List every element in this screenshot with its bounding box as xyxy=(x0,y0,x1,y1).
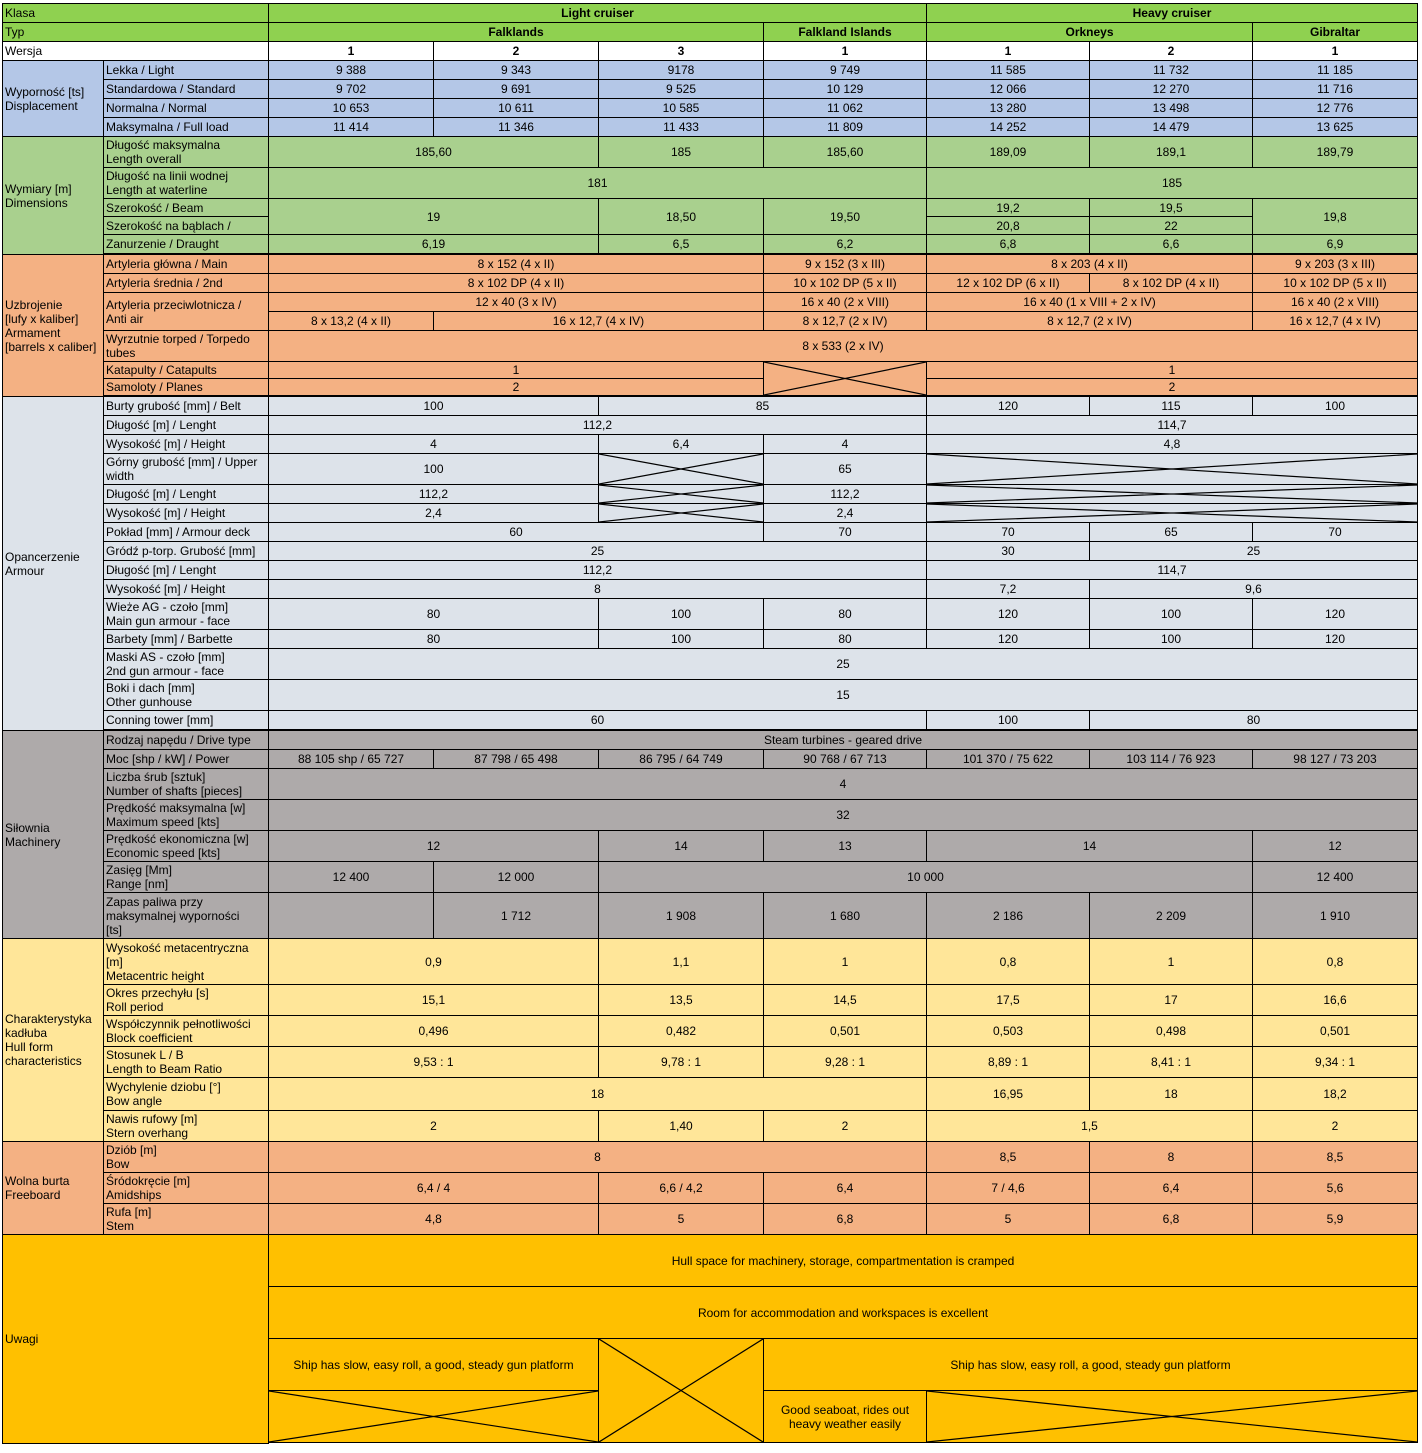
value-cell: 25 xyxy=(269,542,927,561)
value-cell: 0,9 xyxy=(269,939,599,985)
value-cell: 10 x 102 DP (5 x II) xyxy=(1253,274,1418,293)
value-cell: 16 x 40 (1 x VIII + 2 x IV) xyxy=(927,293,1253,312)
row-label: Nawis rufowy [m] Stern overhang xyxy=(104,1111,269,1142)
value-cell: 1 xyxy=(764,939,927,985)
note-accommodation: Room for accommodation and workspaces is excellent xyxy=(269,1287,1418,1339)
value-cell: 1 xyxy=(927,362,1418,379)
value-cell: 185,60 xyxy=(269,137,599,168)
row-label: Maski AS - czoło [mm] 2nd gun armour - face xyxy=(104,649,269,680)
value-cell: 65 xyxy=(764,454,927,485)
value-cell: 112,2 xyxy=(269,416,927,435)
row-label: Długość na linii wodnej Length at waterline xyxy=(104,168,269,199)
section-displacement: Wyporność [ts] Displacement xyxy=(3,61,104,137)
value-cell: 6,2 xyxy=(764,235,927,254)
heavy-cruiser-header: Heavy cruiser xyxy=(927,4,1418,23)
section-dimensions: Wymiary [m] Dimensions xyxy=(3,137,104,255)
value-cell: 4 xyxy=(764,435,927,454)
value-cell: Steam turbines - geared drive xyxy=(269,731,1418,750)
value-cell: 12 400 xyxy=(1253,862,1418,893)
value-cell: 8,89 : 1 xyxy=(927,1047,1090,1078)
value-cell: 14,5 xyxy=(764,985,927,1016)
value-cell: 2 xyxy=(1253,1111,1418,1142)
value-cell: 19 xyxy=(269,199,599,235)
version-cell: 1 xyxy=(1253,42,1418,61)
section-armament: Uzbrojenie [lufy x kaliber] Armament [barrels x caliber] xyxy=(3,255,104,397)
section-hull: Charakterystyka kadłuba Hull form characteristics xyxy=(3,939,104,1142)
value-cell: 189,1 xyxy=(1090,137,1253,168)
value-cell: 1,1 xyxy=(599,939,764,985)
value-cell: 9178 xyxy=(599,61,764,80)
value-cell: 60 xyxy=(269,711,927,730)
value-cell: 9,6 xyxy=(1090,580,1418,599)
value-cell: 100 xyxy=(1090,630,1253,649)
value-cell: 13 625 xyxy=(1253,118,1418,137)
value-cell: 100 xyxy=(927,711,1090,730)
row-label: Dziób [m] Bow xyxy=(104,1142,269,1173)
value-cell: 11 732 xyxy=(1090,61,1253,80)
version-cell: 1 xyxy=(927,42,1090,61)
value-cell: 86 795 / 64 749 xyxy=(599,750,764,769)
value-cell: 10 x 102 DP (5 x II) xyxy=(764,274,927,293)
value-cell: 7,2 xyxy=(927,580,1090,599)
value-cell: 112,2 xyxy=(764,485,927,504)
value-cell: 16 x 12,7 (4 x IV) xyxy=(1253,312,1418,331)
value-cell: 18,2 xyxy=(1253,1078,1418,1111)
value-cell: 8 xyxy=(269,1142,927,1173)
row-label: Gródź p-torp. Grubość [mm] xyxy=(104,542,269,561)
row-label: Zapas paliwa przy maksymalnej wyporności [ts] xyxy=(104,893,269,939)
value-cell: 8,41 : 1 xyxy=(1090,1047,1253,1078)
value-cell: 80 xyxy=(269,630,599,649)
value-cell: 8 x 203 (4 x II) xyxy=(927,255,1253,274)
value-cell: 14 xyxy=(927,831,1253,862)
value-cell: 9,53 : 1 xyxy=(269,1047,599,1078)
value-cell: 2 209 xyxy=(1090,893,1253,939)
row-label: Artyleria główna / Main xyxy=(104,255,269,274)
value-cell: 115 xyxy=(1090,397,1253,416)
value-cell: 8 xyxy=(1090,1142,1253,1173)
value-cell: 185 xyxy=(927,168,1418,199)
type-gibraltar: Gibraltar xyxy=(1253,23,1418,42)
value-cell: 1,5 xyxy=(927,1111,1253,1142)
value-cell: 16,6 xyxy=(1253,985,1418,1016)
value-cell: 10 585 xyxy=(599,99,764,118)
value-cell: 19,5 xyxy=(1090,199,1253,217)
value-cell: 6,8 xyxy=(927,235,1090,254)
value-cell: 8 x 533 (2 x IV) xyxy=(269,331,1418,362)
value-cell: 13 498 xyxy=(1090,99,1253,118)
value-cell: 6,6 / 4,2 xyxy=(599,1173,764,1204)
empty-cross-cell xyxy=(599,1339,764,1443)
value-cell: 19,8 xyxy=(1253,199,1418,235)
row-label: Długość maksymalna Length overall xyxy=(104,137,269,168)
row-label: Długość [m] / Lenght xyxy=(104,416,269,435)
value-cell: 70 xyxy=(927,523,1090,542)
value-cell: 6,4 xyxy=(1090,1173,1253,1204)
value-cell: 120 xyxy=(927,397,1090,416)
value-cell: 0,8 xyxy=(927,939,1090,985)
row-label: Lekka / Light xyxy=(104,61,269,80)
value-cell: 16 x 40 (2 x VIII) xyxy=(1253,293,1418,312)
value-cell: 6,4 xyxy=(764,1173,927,1204)
value-cell: 7 / 4,6 xyxy=(927,1173,1090,1204)
value-cell: 60 xyxy=(269,523,764,542)
value-cell: 12 x 102 DP (6 x II) xyxy=(927,274,1090,293)
value-cell: 9 749 xyxy=(764,61,927,80)
value-cell: 1 908 xyxy=(599,893,764,939)
version-cell: 3 xyxy=(599,42,764,61)
row-label: Rufa [m] Stem xyxy=(104,1204,269,1235)
row-label: Zasięg [Mm] Range [nm] xyxy=(104,862,269,893)
value-cell: 19,2 xyxy=(927,199,1090,217)
value-cell: 10 611 xyxy=(434,99,599,118)
type-orkneys: Orkneys xyxy=(927,23,1253,42)
note-seaboat: Good seaboat, rides out heavy weather easily xyxy=(764,1391,927,1443)
value-cell: 4,8 xyxy=(927,435,1418,454)
value-cell: 18,50 xyxy=(599,199,764,235)
value-cell: 12 xyxy=(1253,831,1418,862)
value-cell: 8,5 xyxy=(1253,1142,1418,1173)
value-cell: 88 105 shp / 65 727 xyxy=(269,750,434,769)
row-label: Boki i dach [mm] Other gunhouse xyxy=(104,680,269,711)
value-cell: 12 xyxy=(269,831,599,862)
empty-cross-cell xyxy=(599,454,764,485)
section-freeboard: Wolna burta Freeboard xyxy=(3,1142,104,1235)
value-cell: 8,5 xyxy=(927,1142,1090,1173)
value-cell: 112,2 xyxy=(269,561,927,580)
value-cell: 18 xyxy=(1090,1078,1253,1111)
value-cell: 15,1 xyxy=(269,985,599,1016)
row-label: Szerokość na bąblach / xyxy=(104,217,269,235)
value-cell: 9 x 152 (3 x III) xyxy=(764,255,927,274)
value-cell: 5 xyxy=(599,1204,764,1235)
value-cell: 6,4 xyxy=(599,435,764,454)
value-cell: 1 680 xyxy=(764,893,927,939)
value-cell: 8 x 102 DP (4 x II) xyxy=(269,274,764,293)
row-label: Moc [shp / kW] / Power xyxy=(104,750,269,769)
value-cell: 12 400 xyxy=(269,862,434,893)
value-cell: 87 798 / 65 498 xyxy=(434,750,599,769)
type-falklands: Falklands xyxy=(269,23,764,42)
value-cell: 6,6 xyxy=(1090,235,1253,254)
value-cell: 8 x 102 DP (4 x II) xyxy=(1090,274,1253,293)
value-cell: 11 414 xyxy=(269,118,434,137)
value-cell: 6,19 xyxy=(269,235,599,254)
value-cell: 4,8 xyxy=(269,1204,599,1235)
value-cell: 13,5 xyxy=(599,985,764,1016)
value-cell: 181 xyxy=(269,168,927,199)
version-cell: 1 xyxy=(269,42,434,61)
row-label: Wychylenie dziobu [°] Bow angle xyxy=(104,1078,269,1111)
value-cell: 14 479 xyxy=(1090,118,1253,137)
row-label: Maksymalna / Full load xyxy=(104,118,269,137)
note-cramped: Hull space for machinery, storage, compartmentation is cramped xyxy=(269,1235,1418,1287)
value-cell: 12 776 xyxy=(1253,99,1418,118)
value-cell: 8 x 12,7 (2 x IV) xyxy=(927,312,1253,331)
value-cell: 70 xyxy=(1253,523,1418,542)
value-cell: 9 343 xyxy=(434,61,599,80)
value-cell: 22 xyxy=(1090,217,1253,235)
empty-cross-cell xyxy=(927,485,1418,504)
empty-cross-cell xyxy=(927,504,1418,523)
value-cell: 10 129 xyxy=(764,80,927,99)
value-cell: 2 xyxy=(269,379,764,396)
value-cell: 1 xyxy=(1090,939,1253,985)
value-cell: 9 702 xyxy=(269,80,434,99)
value-cell: 100 xyxy=(1090,599,1253,630)
value-cell: 4 xyxy=(269,769,1418,800)
value-cell: 0,482 xyxy=(599,1016,764,1047)
value-cell: 0,501 xyxy=(1253,1016,1418,1047)
value-cell: 11 433 xyxy=(599,118,764,137)
value-cell: 6,4 / 4 xyxy=(269,1173,599,1204)
value-cell: 120 xyxy=(927,599,1090,630)
value-cell: 6,8 xyxy=(764,1204,927,1235)
row-label: Wieże AG - czoło [mm] Main gun armour - face xyxy=(104,599,269,630)
value-cell: 80 xyxy=(764,630,927,649)
row-label: Wysokość [m] / Height xyxy=(104,435,269,454)
row-label: Artyleria średnia / 2nd xyxy=(104,274,269,293)
value-cell: 9 x 203 (3 x III) xyxy=(1253,255,1418,274)
value-cell: 2 xyxy=(764,1111,927,1142)
value-cell: 9 525 xyxy=(599,80,764,99)
value-cell: 8 x 13,2 (4 x II) xyxy=(269,312,434,331)
row-label: Barbety [mm] / Barbette xyxy=(104,630,269,649)
value-cell: 189,79 xyxy=(1253,137,1418,168)
value-cell: 9,28 : 1 xyxy=(764,1047,927,1078)
section-armour: Opancerzenie Armour xyxy=(3,397,104,731)
value-cell: 65 xyxy=(1090,523,1253,542)
value-cell: 100 xyxy=(599,599,764,630)
empty-cross-cell xyxy=(764,362,927,396)
value-cell: 112,2 xyxy=(269,485,599,504)
value-cell: 0,496 xyxy=(269,1016,599,1047)
value-cell: 10 653 xyxy=(269,99,434,118)
row-label: Okres przechyłu [s] Roll period xyxy=(104,985,269,1016)
value-cell: 17 xyxy=(1090,985,1253,1016)
value-cell xyxy=(269,893,434,939)
value-cell: 120 xyxy=(1253,599,1418,630)
section-notes: Uwagi xyxy=(3,1235,269,1444)
value-cell: 0,501 xyxy=(764,1016,927,1047)
value-cell: 6,8 xyxy=(1090,1204,1253,1235)
value-cell: 70 xyxy=(764,523,927,542)
value-cell: 0,498 xyxy=(1090,1016,1253,1047)
empty-cross-cell xyxy=(269,1391,599,1443)
row-label: Śródokręcie [m] Amidships xyxy=(104,1173,269,1204)
value-cell: 100 xyxy=(269,397,599,416)
value-cell: 100 xyxy=(1253,397,1418,416)
value-cell: 80 xyxy=(269,599,599,630)
row-label: Wysokość [m] / Height xyxy=(104,580,269,599)
cruiser-spec-table xyxy=(2,3,1418,1444)
value-cell: 16 x 12,7 (4 x IV) xyxy=(434,312,764,331)
value-cell: 85 xyxy=(599,397,927,416)
row-label: Stosunek L / B Length to Beam Ratio xyxy=(104,1047,269,1078)
version-cell: 2 xyxy=(434,42,599,61)
value-cell: 12 066 xyxy=(927,80,1090,99)
value-cell: 2 xyxy=(269,1111,599,1142)
row-label: Katapulty / Catapults xyxy=(104,362,269,379)
row-label: Normalna / Normal xyxy=(104,99,269,118)
klasa-label: Klasa xyxy=(3,4,269,23)
value-cell: 30 xyxy=(927,542,1090,561)
value-cell: 1,40 xyxy=(599,1111,764,1142)
value-cell: 1 910 xyxy=(1253,893,1418,939)
value-cell: 8 xyxy=(269,580,927,599)
value-cell: 2,4 xyxy=(764,504,927,523)
value-cell: 25 xyxy=(269,649,1418,680)
value-cell: 2 186 xyxy=(927,893,1090,939)
row-label: Conning tower [mm] xyxy=(104,711,269,730)
empty-cross-cell xyxy=(599,485,764,504)
version-cell: 2 xyxy=(1090,42,1253,61)
value-cell: 20,8 xyxy=(927,217,1090,235)
value-cell: 1 712 xyxy=(434,893,599,939)
value-cell: 8 x 152 (4 x II) xyxy=(269,255,764,274)
empty-cross-cell xyxy=(599,504,764,523)
row-label: Górny grubość [mm] / Upper width xyxy=(104,454,269,485)
value-cell: 6,5 xyxy=(599,235,764,254)
value-cell: 11 716 xyxy=(1253,80,1418,99)
note-gun-platform-right: Ship has slow, easy roll, a good, steady gun platform xyxy=(764,1339,1418,1391)
row-label: Samoloty / Planes xyxy=(104,379,269,396)
row-label: Rodzaj napędu / Drive type xyxy=(104,731,269,750)
row-label: Długość [m] / Lenght xyxy=(104,561,269,580)
row-label: Prędkość maksymalna [w] Maximum speed [kts] xyxy=(104,800,269,831)
value-cell: 4 xyxy=(269,435,599,454)
value-cell: 101 370 / 75 622 xyxy=(927,750,1090,769)
value-cell: 103 114 / 76 923 xyxy=(1090,750,1253,769)
value-cell: 189,09 xyxy=(927,137,1090,168)
value-cell: 14 xyxy=(599,831,764,862)
value-cell: 25 xyxy=(1090,542,1418,561)
value-cell: 114,7 xyxy=(927,561,1418,580)
value-cell: 13 280 xyxy=(927,99,1090,118)
value-cell: 100 xyxy=(599,630,764,649)
value-cell: 98 127 / 73 203 xyxy=(1253,750,1418,769)
row-label: Prędkość ekonomiczna [w] Economic speed [kts] xyxy=(104,831,269,862)
row-label: Wyrzutnie torped / Torpedo tubes xyxy=(104,331,269,362)
section-machinery: Siłownia Machinery xyxy=(3,731,104,939)
value-cell: 11 585 xyxy=(927,61,1090,80)
value-cell: 0,503 xyxy=(927,1016,1090,1047)
note-gun-platform-left: Ship has slow, easy roll, a good, steady gun platform xyxy=(269,1339,599,1391)
value-cell: 100 xyxy=(269,454,599,485)
value-cell: 15 xyxy=(269,680,1418,711)
value-cell: 2 xyxy=(927,379,1418,396)
row-label: Burty grubość [mm] / Belt xyxy=(104,397,269,416)
light-cruiser-header: Light cruiser xyxy=(269,4,927,23)
empty-cross-cell xyxy=(927,454,1418,485)
value-cell: 114,7 xyxy=(927,416,1418,435)
value-cell: 5 xyxy=(927,1204,1090,1235)
empty-cross-cell xyxy=(927,1391,1418,1443)
value-cell: 5,6 xyxy=(1253,1173,1418,1204)
value-cell: 17,5 xyxy=(927,985,1090,1016)
typ-label: Typ xyxy=(3,23,269,42)
row-label: Wysokość metacentryczna [m] Metacentric height xyxy=(104,939,269,985)
row-label: Współczynnik pełnotliwości Block coefficient xyxy=(104,1016,269,1047)
value-cell: 185 xyxy=(599,137,764,168)
row-label: Wysokość [m] / Height xyxy=(104,504,269,523)
row-label: Zanurzenie / Draught xyxy=(104,235,269,254)
value-cell: 8 x 12,7 (2 x IV) xyxy=(764,312,927,331)
row-label: Standardowa / Standard xyxy=(104,80,269,99)
value-cell: 32 xyxy=(269,800,1418,831)
value-cell: 9,34 : 1 xyxy=(1253,1047,1418,1078)
value-cell: 11 346 xyxy=(434,118,599,137)
row-label: Długość [m] / Lenght xyxy=(104,485,269,504)
value-cell: 14 252 xyxy=(927,118,1090,137)
value-cell: 12 270 xyxy=(1090,80,1253,99)
row-label: Liczba śrub [sztuk] Number of shafts [pieces] xyxy=(104,769,269,800)
value-cell: 120 xyxy=(927,630,1090,649)
value-cell: 12 x 40 (3 x IV) xyxy=(269,293,764,312)
value-cell: 0,8 xyxy=(1253,939,1418,985)
value-cell: 9,78 : 1 xyxy=(599,1047,764,1078)
value-cell: 80 xyxy=(764,599,927,630)
wersja-label: Wersja xyxy=(3,42,269,61)
value-cell: 6,9 xyxy=(1253,235,1418,254)
value-cell: 80 xyxy=(1090,711,1418,730)
value-cell: 9 388 xyxy=(269,61,434,80)
value-cell: 90 768 / 67 713 xyxy=(764,750,927,769)
value-cell: 10 000 xyxy=(599,862,1253,893)
value-cell: 11 062 xyxy=(764,99,927,118)
value-cell: 16 x 40 (2 x VIII) xyxy=(764,293,927,312)
value-cell: 1 xyxy=(269,362,764,379)
version-cell: 1 xyxy=(764,42,927,61)
value-cell: 120 xyxy=(1253,630,1418,649)
value-cell: 19,50 xyxy=(764,199,927,235)
value-cell: 11 809 xyxy=(764,118,927,137)
value-cell: 185,60 xyxy=(764,137,927,168)
value-cell: 2,4 xyxy=(269,504,599,523)
value-cell: 13 xyxy=(764,831,927,862)
value-cell: 16,95 xyxy=(927,1078,1090,1111)
row-label: Szerokość / Beam xyxy=(104,199,269,217)
row-label: Pokład [mm] / Armour deck xyxy=(104,523,269,542)
value-cell: 12 000 xyxy=(434,862,599,893)
row-label: Artyleria przeciwlotnicza / Anti air xyxy=(104,293,269,331)
value-cell: 5,9 xyxy=(1253,1204,1418,1235)
value-cell: 11 185 xyxy=(1253,61,1418,80)
value-cell: 18 xyxy=(269,1078,927,1111)
type-falkland-islands: Falkland Islands xyxy=(764,23,927,42)
value-cell: 9 691 xyxy=(434,80,599,99)
